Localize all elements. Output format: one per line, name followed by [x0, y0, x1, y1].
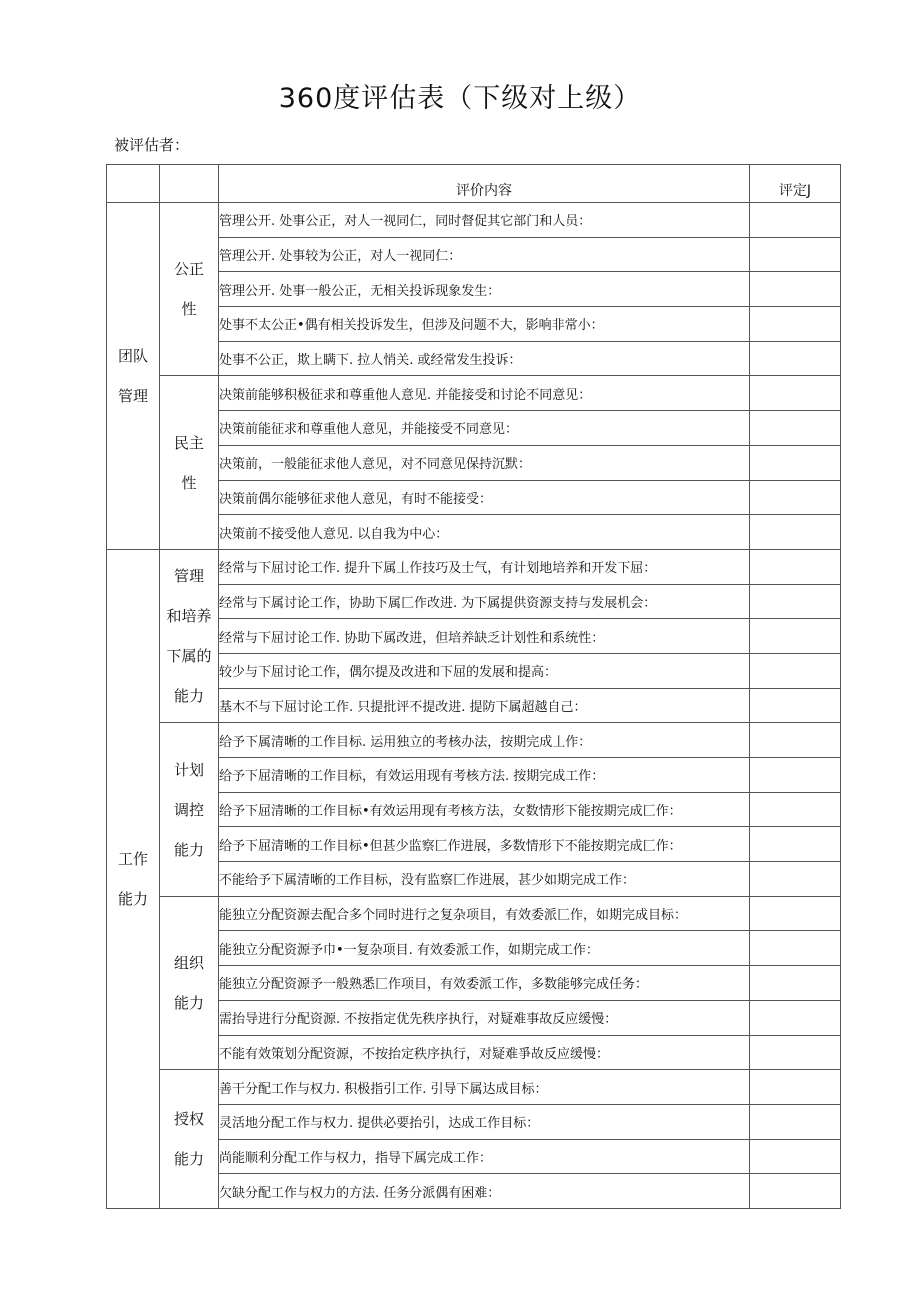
rating-cell[interactable] [750, 376, 841, 411]
criterion-text: 尚能顺利分配工作与权力，指导下属完成工作： [219, 1139, 750, 1174]
evaluatee-label: 被评估者： [114, 136, 190, 154]
evaluation-table [106, 164, 841, 1209]
category-cell [107, 203, 160, 550]
subcategory-label: 公正 [173, 260, 204, 279]
subcategory-label: 计划 [173, 760, 204, 779]
criterion-text: 决策前能征求和尊重他人意见，并能接受不同意见： [219, 411, 750, 446]
table-row [107, 376, 841, 411]
criterion-text: 能独立分配资源去配合多个同时进行之复杂项目，有效委派匚作，如期完成目标： [219, 896, 750, 931]
criterion-text: 善干分配工作与权力. 积极指引工作. 引导下属达成目标： [219, 1070, 750, 1105]
criterion-text: 处事不公正，欺上瞒下. 拉人悄关. 或经常发生投诉： [219, 341, 750, 376]
rating-cell[interactable] [750, 619, 841, 654]
subcategory-label: 能力 [173, 687, 204, 706]
rating-cell[interactable] [750, 515, 841, 550]
criterion-text: 给予下屈清晰的工作目标，有效运用现有考核方法. 按期完成工作： [219, 758, 750, 793]
rating-cell[interactable] [750, 445, 841, 480]
criterion-text: 能独立分配资源予巾•一复杂项目. 有效委派工作，如期完成工作： [219, 931, 750, 966]
rating-cell[interactable] [750, 1139, 841, 1174]
category-label: 团队 [117, 346, 148, 365]
rating-cell[interactable] [750, 1035, 841, 1070]
subcategory-cell [160, 1070, 219, 1209]
criterion-text: 较少与下屈讨论工作，偶尔提及改进和下屈的发展和提高： [219, 653, 750, 688]
subcategory-cell [160, 549, 219, 722]
subcategory-label: 民主 [173, 433, 204, 452]
criterion-text: 需抬导进行分配资源. 不按指定优先秩序执行，对疑难事故反应缓慢： [219, 1000, 750, 1035]
category-label: 能力 [117, 889, 148, 908]
subcategory-label: 能力 [173, 993, 204, 1012]
rating-cell[interactable] [750, 203, 841, 238]
rating-cell[interactable] [750, 758, 841, 793]
criterion-text: 能独立分配资源予一般熟悉匚作项目，有效委派工作，多数能够完成任务： [219, 966, 750, 1001]
criterion-text: 经常与下屈讨论工作. 协助下属改进，但培养缺乏计划性和系统性： [219, 619, 750, 654]
rating-cell[interactable] [750, 549, 841, 584]
criterion-text: 决策前偶尔能够征求他人意见，有时不能接受： [219, 480, 750, 515]
table-row [107, 549, 841, 584]
table-row [107, 203, 841, 238]
rating-cell[interactable] [750, 966, 841, 1001]
category-label: 工作 [117, 849, 148, 868]
category-label: 管理 [117, 386, 148, 405]
rating-cell[interactable] [750, 480, 841, 515]
rating-cell[interactable] [750, 896, 841, 931]
rating-cell[interactable] [750, 237, 841, 272]
criterion-text: 灵活地分配工作与权力. 提供必要抬引，达成工作目标： [219, 1104, 750, 1139]
rating-cell[interactable] [750, 341, 841, 376]
subcategory-cell [160, 723, 219, 896]
criterion-text: 经常与下屈讨论工作. 提升下属丄作技巧及士气，有计划地培养和开发下屈： [219, 549, 750, 584]
criterion-text: 基木不与下屈讨论工作. 只提批评不提改进. 提防下属超越自己： [219, 688, 750, 723]
table-body [107, 203, 841, 1209]
subcategory-label: 性 [181, 300, 197, 319]
subcategory-label: 管理 [173, 567, 204, 586]
table-row [107, 723, 841, 758]
rating-cell[interactable] [750, 931, 841, 966]
subcategory-cell [160, 376, 219, 549]
subcategory-label: 下属的 [166, 647, 212, 666]
table-row [107, 1070, 841, 1105]
rating-cell[interactable] [750, 1000, 841, 1035]
header-rating: 评定J [750, 165, 841, 203]
rating-cell[interactable] [750, 307, 841, 342]
rating-cell[interactable] [750, 1104, 841, 1139]
category-cell [107, 549, 160, 1208]
rating-cell[interactable] [750, 827, 841, 862]
rating-cell[interactable] [750, 1070, 841, 1105]
criterion-text: 决策前能够积极征求和尊重他人意见. 并能接受和讨论不同意见： [219, 376, 750, 411]
table-header-row [107, 165, 841, 203]
subcategory-label: 能力 [173, 840, 204, 859]
subcategory-cell [160, 203, 219, 376]
criterion-text: 决策前，一般能征求他人意见，对不同意见保持沉默： [219, 445, 750, 480]
criterion-text: 不能给予下属清晰的工作目标，没有监察匚作进展，甚少如期完成工作： [219, 862, 750, 897]
subcategory-label: 能力 [173, 1150, 204, 1169]
rating-cell[interactable] [750, 1174, 841, 1209]
criterion-text: 欠缺分配工作与权力的方法. 任务分派偶有困难： [219, 1174, 750, 1209]
criterion-text: 经常与下属讨论工作，协助下属匚作改进. 为下属提供资源支持与发展机会： [219, 584, 750, 619]
rating-cell[interactable] [750, 584, 841, 619]
rating-cell[interactable] [750, 862, 841, 897]
table-row [107, 896, 841, 931]
criterion-text: 管理公开. 处事一般公正，无相关投诉现象发生： [219, 272, 750, 307]
rating-cell[interactable] [750, 723, 841, 758]
criterion-text: 决策前不接受他人意见. 以自我为中心： [219, 515, 750, 550]
header-blank-category [107, 165, 160, 203]
rating-cell[interactable] [750, 411, 841, 446]
rating-cell[interactable] [750, 653, 841, 688]
subcategory-label: 和培养 [166, 607, 212, 626]
criterion-text: 处事不太公正•偶有相关投诉发生，但涉及问题不大，影响非常小： [219, 307, 750, 342]
criterion-text: 给予下屈清晰的工作目标•有效运用现有考核方法，女数情形下能按期完成匚作： [219, 792, 750, 827]
criterion-text: 不能有效策划分配资源，不按抬定秩序执行，对疑难爭故反应缓慢： [219, 1035, 750, 1070]
subcategory-label: 调控 [173, 800, 204, 819]
rating-cell[interactable] [750, 272, 841, 307]
criterion-text: 给予下属清晰的工作目标. 运用独立的考核办法，按期完成丄作： [219, 723, 750, 758]
criterion-text: 给予下屈清晰的工作目标•但甚少监察匚作进展，多数情形下不能按期完成匚作： [219, 827, 750, 862]
header-content: 评价内容 [219, 165, 750, 203]
subcategory-label: 性 [181, 473, 197, 492]
subcategory-label: 组织 [173, 953, 204, 972]
rating-cell[interactable] [750, 792, 841, 827]
subcategory-label: 授权 [173, 1110, 204, 1129]
subcategory-cell [160, 896, 219, 1069]
header-blank-subcategory [160, 165, 219, 203]
criterion-text: 管理公开. 处事较为公正，对人一视同仁： [219, 237, 750, 272]
criterion-text: 管理公开. 处事公正，对人一视同仁，同时督促其它部门和人员： [219, 203, 750, 238]
page-title: 360度评估表（下级对上级） [278, 83, 642, 114]
rating-cell[interactable] [750, 688, 841, 723]
